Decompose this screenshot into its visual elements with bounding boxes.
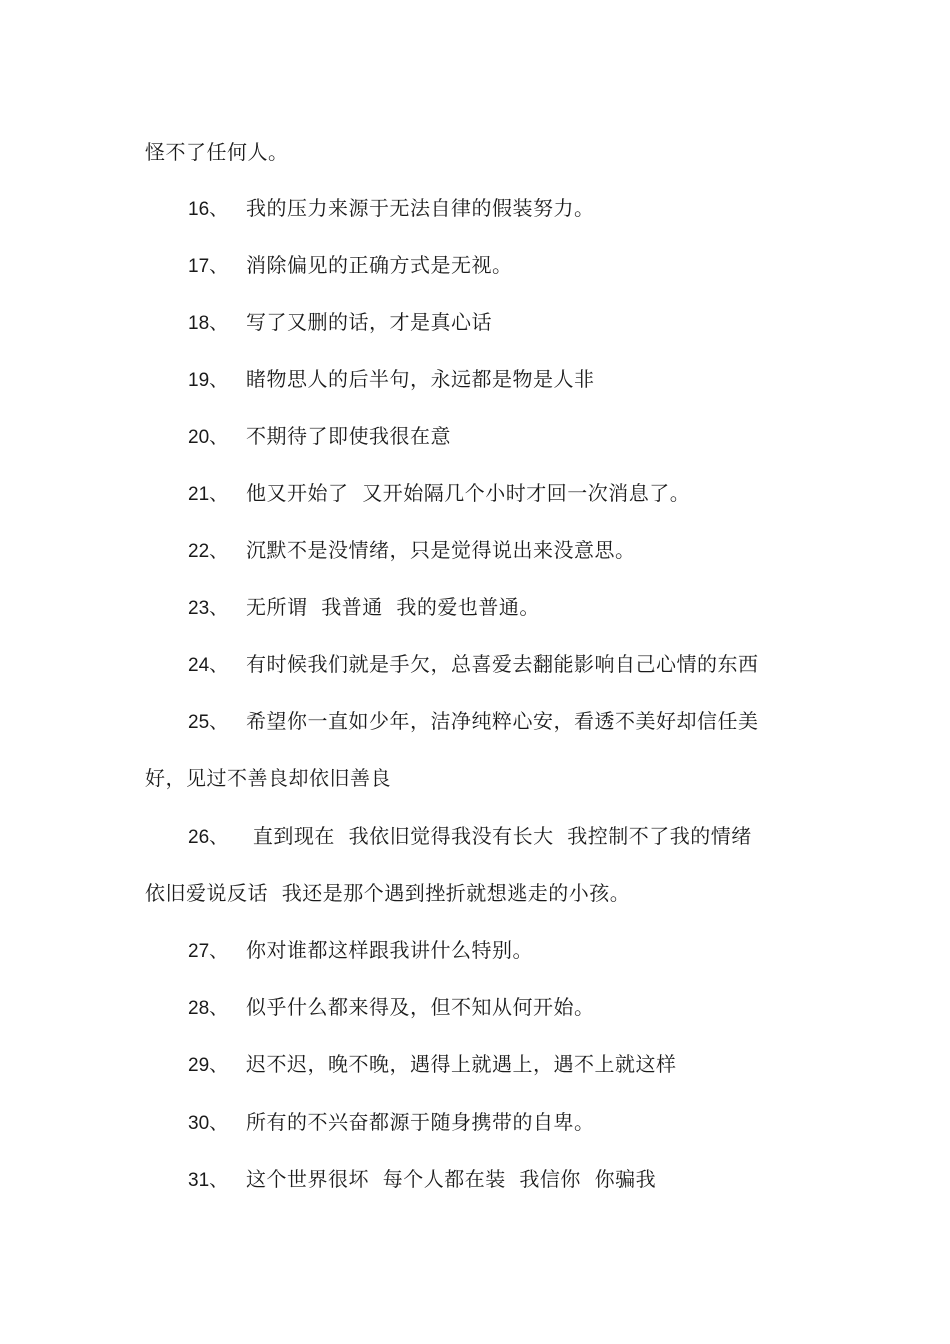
item-text: 这个世界很坏 每个人都在装 我信你 你骗我 xyxy=(246,1167,657,1191)
item-text: 我的压力来源于无法自律的假装努力。 xyxy=(246,196,595,220)
item-text-continuation: 好，见过不善良却依旧善良 xyxy=(145,766,391,790)
item-number: 23、 xyxy=(188,598,229,619)
item-text: 直到现在 我依旧觉得我没有长大 我控制不了我的情绪 xyxy=(246,824,752,848)
item-text: 有时候我们就是手欠，总喜爱去翻能影响自己心情的东西 xyxy=(246,652,759,676)
item-number: 17、 xyxy=(188,256,229,277)
item-number: 27、 xyxy=(188,941,229,962)
item-text: 他又开始了 又开始隔几个小时才回一次消息了。 xyxy=(246,481,691,505)
item-number: 28、 xyxy=(188,998,229,1019)
item-number: 21、 xyxy=(188,484,229,505)
list-item xyxy=(188,595,540,621)
list-item xyxy=(188,424,451,450)
list-item xyxy=(188,1110,595,1136)
item-number: 31、 xyxy=(188,1170,229,1191)
list-item xyxy=(188,538,636,564)
list-item xyxy=(188,367,595,393)
list-item xyxy=(188,709,759,735)
item-text: 希望你一直如少年，洁净纯粹心安，看透不美好却信任美 xyxy=(246,709,759,733)
item-number: 30、 xyxy=(188,1113,229,1134)
list-item xyxy=(188,196,595,222)
item-text: 似乎什么都来得及，但不知从何开始。 xyxy=(246,995,595,1019)
item-text: 所有的不兴奋都源于随身携带的自卑。 xyxy=(246,1110,595,1134)
continuation-line: 怪不了任何人。 xyxy=(145,140,289,164)
item-number: 19、 xyxy=(188,370,229,391)
list-item xyxy=(188,310,492,336)
item-text: 你对谁都这样跟我讲什么特别。 xyxy=(246,938,533,962)
item-number: 16、 xyxy=(188,199,229,220)
list-item xyxy=(188,652,759,678)
item-text: 迟不迟，晚不晚，遇得上就遇上，遇不上就这样 xyxy=(246,1052,677,1076)
item-number: 22、 xyxy=(188,541,229,562)
list-item xyxy=(188,995,595,1021)
list-item xyxy=(188,824,752,850)
item-text: 无所谓 我普通 我的爱也普通。 xyxy=(246,595,540,619)
item-text-continuation: 依旧爱说反话 我还是那个遇到挫折就想逃走的小孩。 xyxy=(145,881,631,905)
list-item xyxy=(188,1167,656,1193)
item-number: 18、 xyxy=(188,313,229,334)
item-number: 20、 xyxy=(188,427,229,448)
item-text: 不期待了即使我很在意 xyxy=(246,424,451,448)
item-number: 25、 xyxy=(188,712,229,733)
item-number: 24、 xyxy=(188,655,229,676)
item-number: 26、 xyxy=(188,827,229,848)
item-number: 29、 xyxy=(188,1055,229,1076)
item-text: 沉默不是没情绪，只是觉得说出来没意思。 xyxy=(246,538,636,562)
list-item xyxy=(188,481,690,507)
item-text: 睹物思人的后半句，永远都是物是人非 xyxy=(246,367,595,391)
item-text: 消除偏见的正确方式是无视。 xyxy=(246,253,513,277)
list-item xyxy=(188,253,513,279)
list-item xyxy=(188,938,533,964)
list-item xyxy=(188,1052,677,1078)
item-text: 写了又删的话，才是真心话 xyxy=(246,310,492,334)
